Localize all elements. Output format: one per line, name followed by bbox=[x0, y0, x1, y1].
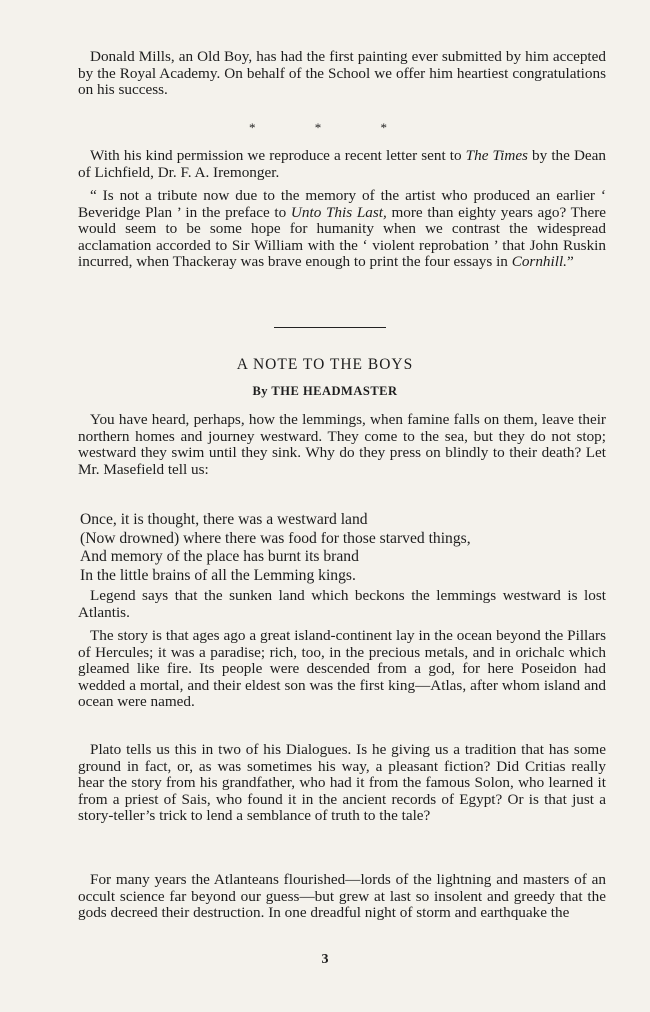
article-paragraph-5: For many years the Atlanteans flourished—lords of the lightning and masters of an occult science far beyond our guess—but grew at last so insolent and greedy that the gods decreed their destruction. In one dreadful night of storm and earthquake the bbox=[78, 871, 606, 922]
article-paragraph-4: Plato tells us this in two of his Dialogues. Is he giving us a tradition that has some ground in fact, or, as was sometimes his way, a pleasant fiction? Did Critias really hear the story from his grandfather, who had it from the famous Solon, who learned it from a priest of Sais, who found it in the ancient records of Egypt? Or is that just a story-teller’s trick to lend a semblance of truth to the tale? bbox=[78, 741, 606, 825]
mills-paragraph bbox=[78, 49, 606, 99]
permission-text-1: With his kind permission we reproduce a recent letter sent to bbox=[90, 147, 466, 164]
letter-text-1: “ Is not a tribute now due to the memory of the artist who produced an earlier ‘ Beveridge Plan ’ in the preface to bbox=[78, 187, 606, 221]
poem-line: And memory of the place has burnt its brand bbox=[80, 548, 359, 566]
poem-line: (Now drowned) where there was food for those starved things, bbox=[80, 529, 471, 547]
masefield-poem bbox=[80, 511, 610, 585]
letter-magazine-title: Cornhill. bbox=[511, 253, 567, 271]
article-paragraph-2: Legend says that the sunken land which beckons the lemmings westward is lost Atlantis. bbox=[78, 587, 606, 621]
permission-paragraph bbox=[78, 148, 606, 181]
section-divider bbox=[274, 327, 386, 328]
mills-paragraph-text: Donald Mills, an Old Boy, has had the first painting ever submitted by him accepted by the Royal Academy. On behalf of the School we offer him heartiest congratulations on his success. bbox=[78, 48, 606, 99]
letter-quote-paragraph bbox=[78, 188, 606, 271]
article-paragraph-3: The story is that ages ago a great island-continent lay in the ocean beyond the Pillars of Hercules; it was a paradise; rich, too, in the precious metals, and in orichalc which gleamed like fire. Its people were descended from a god, for here Poseidon had wedded a mortal, and their eldest son was the first king—Atlas, after whom island and ocean were named. bbox=[78, 627, 606, 711]
permission-text-2: by the Dean of Lichfield, Dr. F. A. Iremonger. bbox=[78, 147, 606, 181]
article-byline: By THE HEADMASTER bbox=[252, 384, 398, 398]
page-number: 3 bbox=[321, 952, 329, 967]
article-paragraph-1: You have heard, perhaps, how the lemmings, when famine falls on them, leave their northern homes and journey westward. They come to the sea, but they do not stop; westward they swim until they sink. Why do they press on blindly to their death? Let Mr. Masefield tell us: bbox=[78, 411, 606, 478]
article-title: A NOTE TO THE BOYS bbox=[236, 356, 414, 373]
poem-line: Once, it is thought, there was a westward land bbox=[80, 511, 368, 528]
letter-text-3: ” bbox=[566, 253, 574, 271]
poem-line: In the little brains of all the Lemming kings. bbox=[80, 566, 356, 584]
section-separator: * * * bbox=[249, 120, 415, 135]
permission-newspaper-title: The Times bbox=[465, 147, 528, 164]
letter-book-title: Unto This Last, bbox=[290, 203, 387, 221]
letter-text-2: more than eighty years ago? There would seem to be some hope for humanity when we contrast the widespread acclamation accorded to Sir William with the ‘ violent reprobation ’ that John Ruskin incurred, when Thackeray was brave enough to print the four essays in bbox=[78, 203, 607, 271]
